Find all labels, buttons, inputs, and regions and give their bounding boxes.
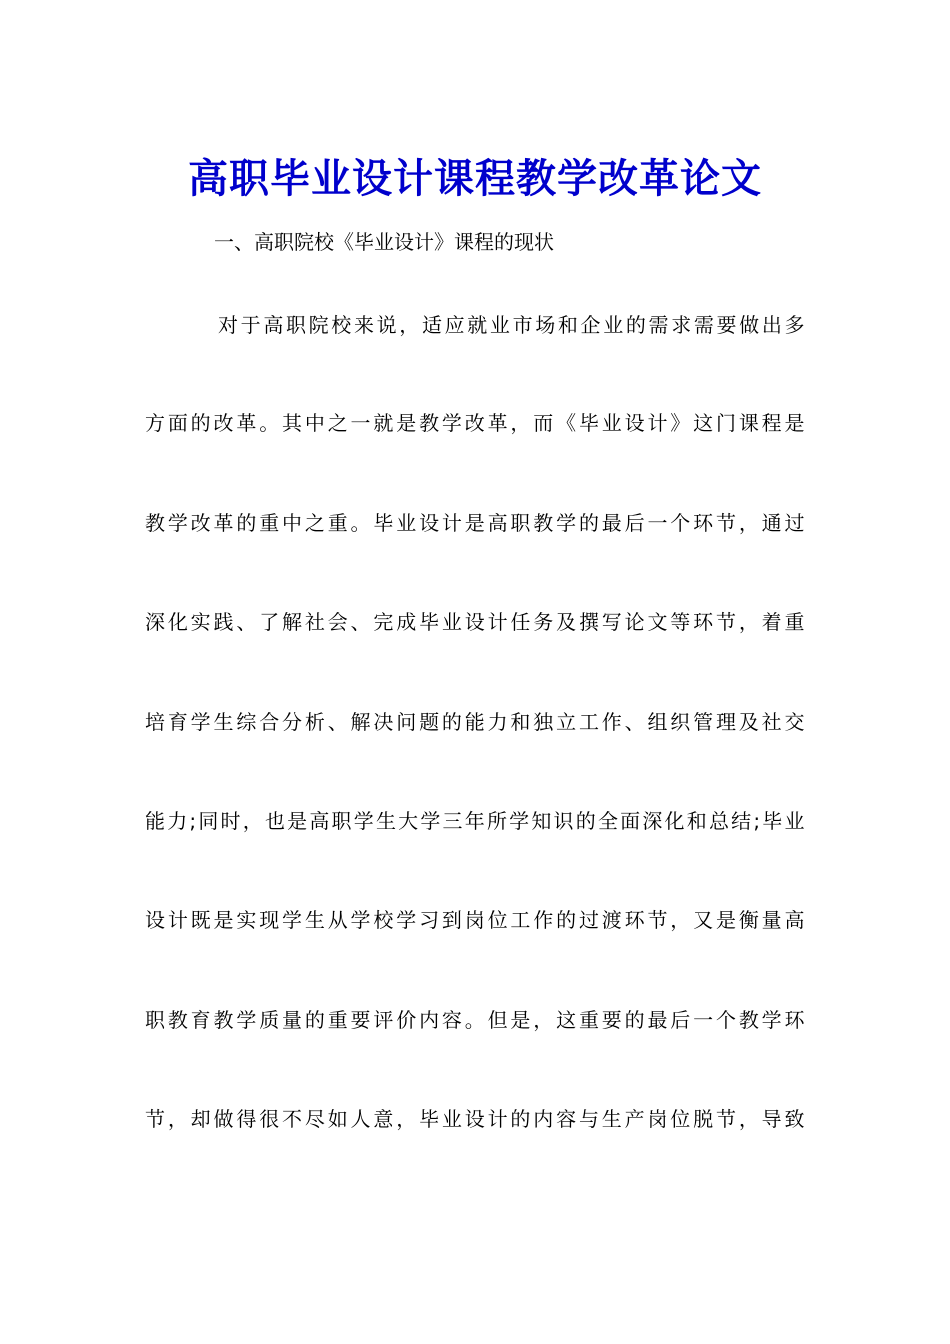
- paragraph-line: 对于高职院校来说，适应就业市场和企业的需求需要做出多: [218, 313, 805, 337]
- paragraph-line: 节，却做得很不尽如人意，毕业设计的内容与生产岗位脱节，导致: [145, 1107, 805, 1131]
- paragraph-line: 能力;同时，也是高职学生大学三年所学知识的全面深化和总结;毕业: [145, 809, 805, 833]
- paragraph-line: 深化实践、了解社会、完成毕业设计任务及撰写论文等环节，着重: [145, 610, 805, 634]
- page-title: 高职毕业设计课程教学改革论文: [188, 154, 762, 202]
- paragraph-line: 教学改革的重中之重。毕业设计是高职教学的最后一个环节，通过: [145, 511, 805, 535]
- paragraph-line: 方面的改革。其中之一就是教学改革，而《毕业设计》这门课程是: [145, 411, 805, 435]
- paragraph-line: 设计既是实现学生从学校学习到岗位工作的过渡环节，又是衡量高: [145, 908, 805, 932]
- paragraph-line: 培育学生综合分析、解决问题的能力和独立工作、组织管理及社交: [145, 710, 805, 734]
- section-heading: 一、高职院校《毕业设计》课程的现状: [214, 230, 554, 254]
- paragraph-line: 职教育教学质量的重要评价内容。但是，这重要的最后一个教学环: [145, 1008, 805, 1032]
